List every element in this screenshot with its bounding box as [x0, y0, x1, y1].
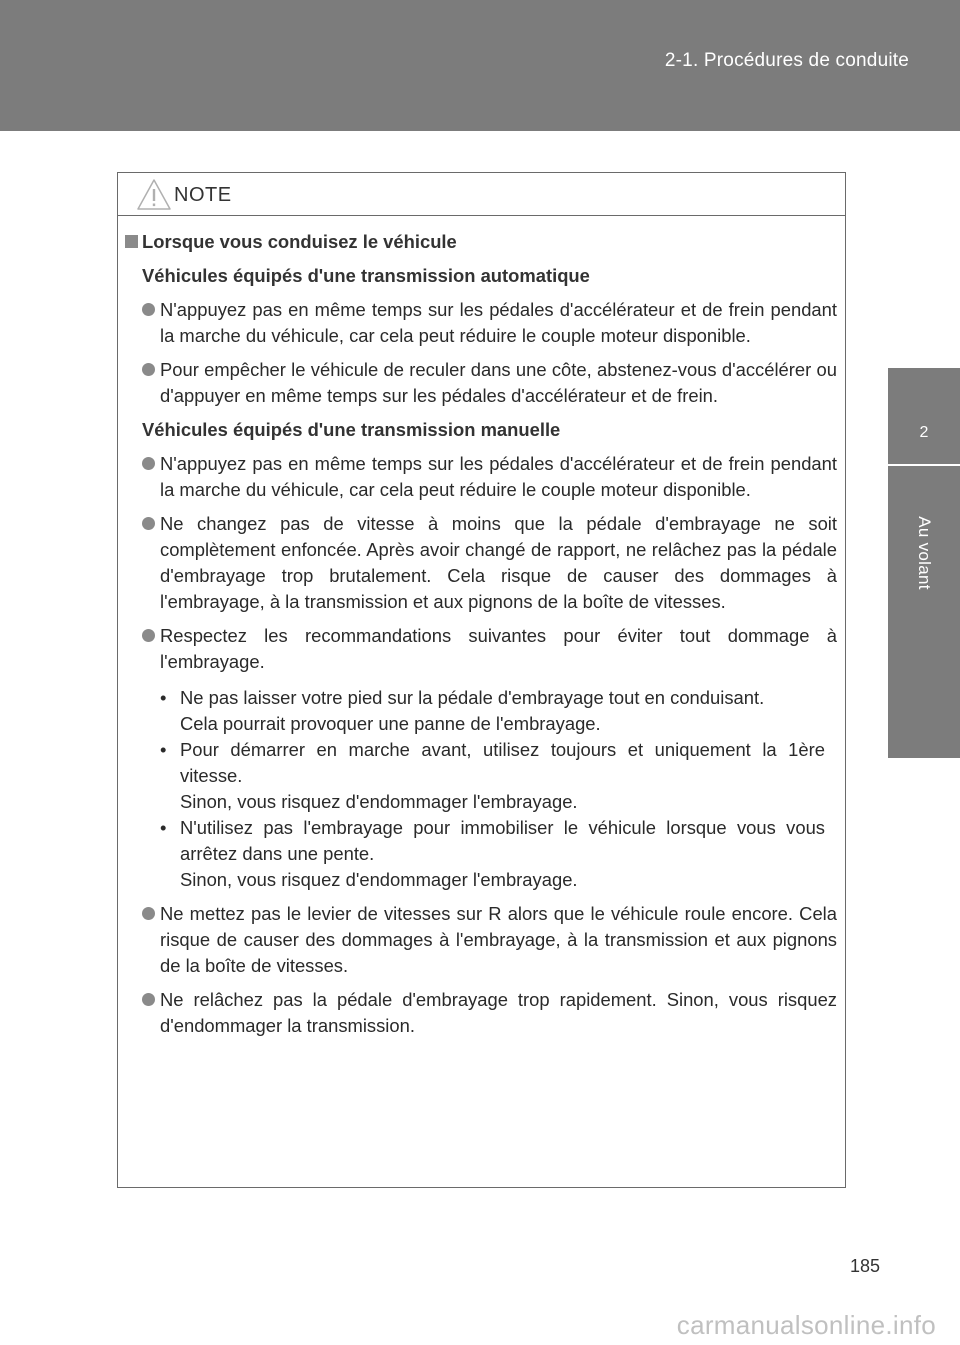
automatic-transmission-title: Véhicules équipés d'une transmission automatique — [142, 265, 590, 286]
circle-bullet-icon — [142, 993, 155, 1006]
warning-triangle-icon — [136, 178, 172, 211]
side-chapter-tab — [888, 368, 960, 758]
list-item: Pour empêcher le véhicule de reculer dans une côte, abstenez-vous d'accélérer ou d'appuyer en même temps sur les pédales d'accélérateur et de frein. — [142, 357, 837, 409]
chapter-title: 2-1. Procédures de conduite — [664, 50, 909, 71]
note-heading: NOTE — [174, 184, 232, 206]
watermark-text: carmanualsonline.info — [676, 1310, 936, 1340]
circle-bullet-icon — [142, 303, 155, 316]
note-content — [118, 215, 845, 1039]
circle-bullet-icon — [142, 363, 155, 376]
sub-list-item: • Pour démarrer en marche avant, utilisez toujours et uniquement la 1ère vitesse. Sinon, vous risquez d'endommager l'embrayage. — [160, 739, 825, 812]
chapter-label: Au volant — [915, 516, 934, 590]
sub-list-item: • Ne pas laisser votre pied sur la pédale d'embrayage tout en conduisant. Cela pourrait provoquer une panne de l'embrayage. — [160, 687, 765, 734]
tab-divider — [888, 464, 960, 466]
chapter-number: 2 — [919, 424, 929, 441]
clutch-recommendations — [160, 685, 825, 893]
circle-bullet-icon — [142, 629, 155, 642]
circle-bullet-icon — [142, 457, 155, 470]
section-title: Lorsque vous conduisez le véhicule — [118, 229, 845, 255]
page-number: 185 — [849, 1256, 880, 1276]
circle-bullet-icon — [142, 517, 155, 530]
circle-bullet-icon — [142, 907, 155, 920]
note-box — [117, 172, 846, 1188]
sub-list-item: • N'utilisez pas l'embrayage pour immobiliser le véhicule lorsque vous vous arrêtez dans une pente. Sinon, vous risquez d'endommager l'embrayage. — [160, 817, 825, 890]
list-item: Ne mettez pas le levier de vitesses sur R alors que le véhicule roule encore. Cela risque de causer des dommages à l'embrayage, à la transmission et aux pignons de la boîte de vitesses. — [142, 901, 837, 979]
manual-transmission-title: Véhicules équipés d'une transmission manuelle — [142, 419, 561, 440]
note-header — [118, 173, 845, 216]
list-item: Ne relâchez pas la pédale d'embrayage trop rapidement. Sinon, vous risquez d'endommager la transmission. — [142, 987, 837, 1039]
list-item: N'appuyez pas en même temps sur les pédales d'accélérateur et de frein pendant la marche du véhicule, car cela peut réduire le couple moteur disponible. — [142, 451, 837, 503]
list-item: Respectez les recommandations suivantes pour éviter tout dommage à l'embrayage. — [142, 623, 837, 675]
list-item: N'appuyez pas en même temps sur les pédales d'accélérateur et de frein pendant la marche du véhicule, car cela peut réduire le couple moteur disponible. — [142, 297, 837, 349]
page-header — [0, 0, 960, 131]
square-bullet-icon — [125, 235, 138, 248]
list-item: Ne changez pas de vitesse à moins que la pédale d'embrayage ne soit complètement enfoncée. Après avoir changé de rapport, ne relâchez pas la pédale d'embrayage trop brutalement. Cela risque de causer des dommages à l'embrayage, à la transmission et aux pignons de la boîte de vitesses. — [142, 511, 837, 615]
